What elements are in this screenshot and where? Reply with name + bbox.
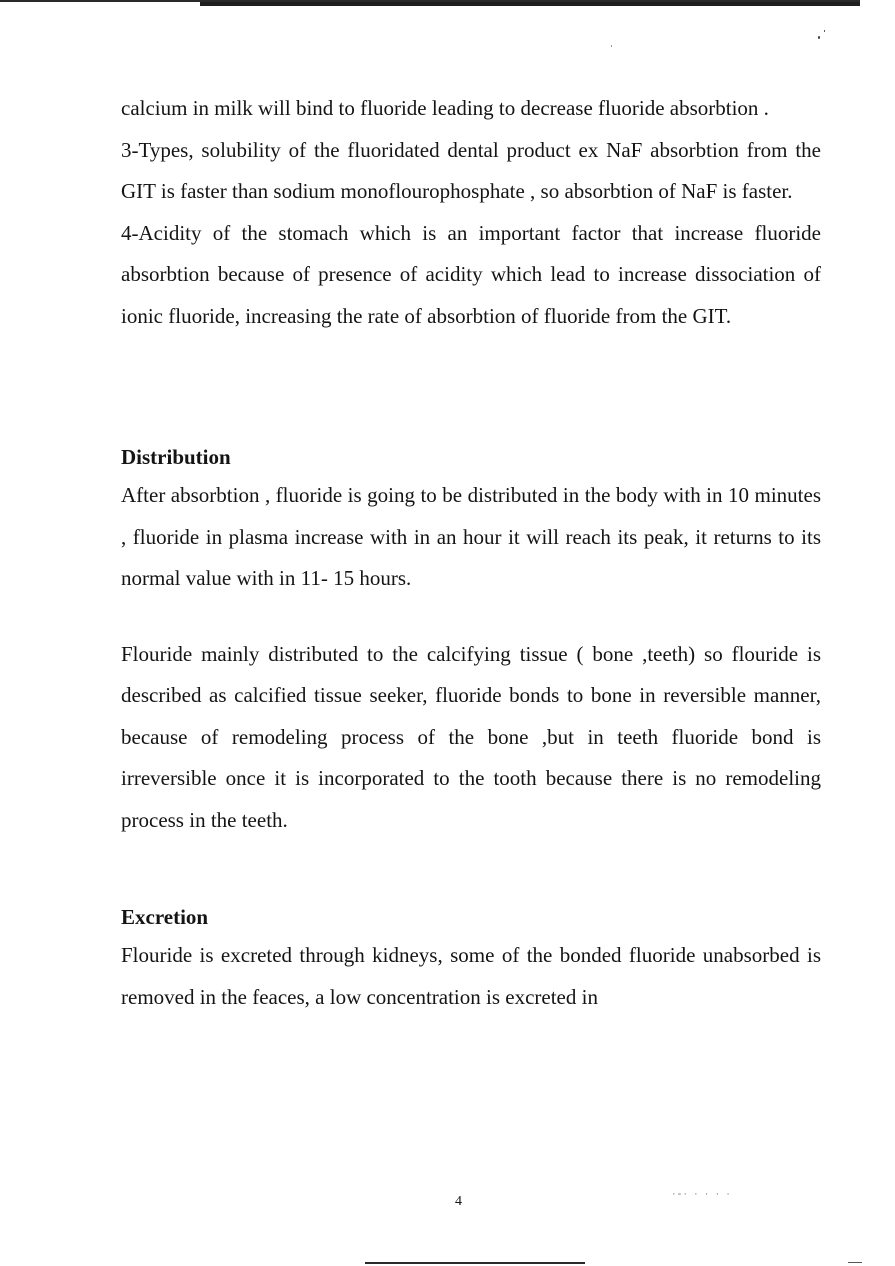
paragraph-calcium-milk: calcium in milk will bind to fluoride leading to decrease fluoride absorbtion . bbox=[121, 96, 769, 120]
paragraph-types-solubility: 3-Types, solubility of the fluoridated dental product ex NaF absorbtion from the GIT is faster than sodium monoflourophosphate , so absorbtion of NaF is faster. bbox=[121, 137, 821, 203]
bottom-scan-mark bbox=[848, 1262, 862, 1263]
scan-noise-dots: ·-· · · · · bbox=[672, 1188, 732, 1200]
paragraph-excretion-1: Flouride is excreted through kidneys, some of the bonded fluoride unabsorbed is removed in the feaces, a low concentration is excreted in bbox=[121, 943, 821, 1009]
scan-speck bbox=[824, 30, 825, 32]
bottom-scan-rule bbox=[365, 1262, 585, 1264]
heading-distribution: Distribution bbox=[121, 445, 231, 469]
paragraph-distribution-1: After absorbtion , fluoride is going to be distributed in the body with in 10 minutes , fluoride in plasma increase with in an hour it will reach its peak, it returns to its normal value with in 11- 15 hours. bbox=[121, 483, 821, 590]
scan-speck bbox=[818, 36, 820, 39]
top-scan-rule-thick bbox=[200, 2, 860, 6]
page-number: 4 bbox=[455, 1194, 462, 1209]
paragraph-distribution-2: Flouride mainly distributed to the calcifying tissue ( bone ,teeth) so flouride is described as calcified tissue seeker, fluoride bonds to bone in reversible manner, because of remodeling process of the bone ,but in teeth fluoride bond is irreversible once it is incorporated to the tooth because there is no remodeling process in the teeth. bbox=[121, 641, 821, 832]
heading-excretion: Excretion bbox=[121, 905, 209, 929]
paragraph-acidity-stomach: 4-Acidity of the stomach which is an important factor that increase fluoride absorbtion because of presence of acidity which lead to increase dissociation of ionic fluoride, increasing the rate of absorbtion of fluoride from the GIT. bbox=[121, 220, 821, 328]
scan-speck bbox=[611, 45, 612, 47]
page-content bbox=[121, 88, 821, 1018]
